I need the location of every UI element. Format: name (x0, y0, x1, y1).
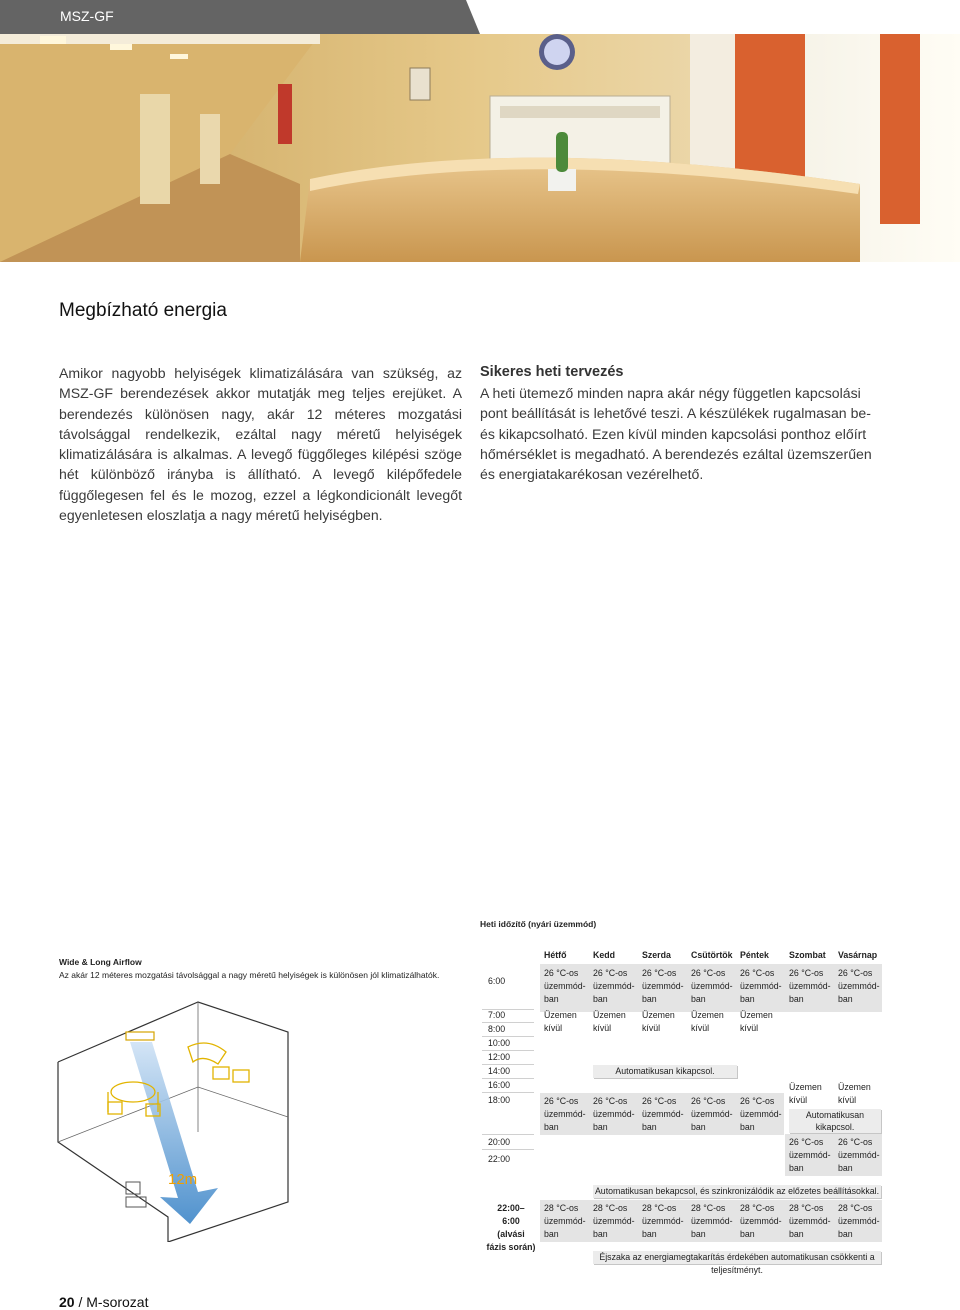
schedule-cell: Üzemen kívül (642, 1010, 675, 1033)
schedule-cell: 28 °C-os üzemmódban (740, 1203, 782, 1239)
time-label: 12:00 (488, 1052, 511, 1062)
schedule-cell: 26 °C-os üzemmódban (642, 968, 684, 1004)
auto-off-note: Automatikusan kikapcsol. (593, 1065, 737, 1078)
schedule-cell: Üzemen kívül (789, 1082, 822, 1105)
figure-title: Wide & Long Airflow (59, 957, 142, 967)
night-note: Éjszaka az energiamegtakarítás érdekében automatikusan csökkenti a teljesítményt. (593, 1251, 881, 1264)
day-header: Hétfő (544, 950, 567, 960)
schedule-cell: 26 °C-os üzemmódban (544, 1096, 586, 1132)
time-label: 8:00 (488, 1024, 506, 1034)
day-header: Szerda (642, 950, 671, 960)
page-footer: 20 / M-sorozat (59, 1294, 149, 1310)
time-label: 6:00 (488, 976, 506, 986)
weekly-timer-table (482, 946, 882, 1275)
schedule-cell: 26 °C-os üzemmódban (642, 1096, 684, 1132)
schedule-cell: 28 °C-os üzemmódban (838, 1203, 880, 1239)
night-time-label: 22:00– 6:00 (alvási fázis során) (486, 1203, 536, 1252)
day-header: Szombat (789, 950, 826, 960)
schedule-cell: Üzemen kívül (838, 1082, 871, 1105)
section-title: Megbízható energia (59, 300, 227, 321)
schedule-cell: 26 °C-os üzemmódban (593, 1096, 635, 1132)
schedule-cell: 28 °C-os üzemmódban (544, 1203, 586, 1239)
schedule-cell: 26 °C-os üzemmódban (691, 968, 733, 1004)
schedule-paragraph: A heti ütemező minden napra akár négy független kapcsolási pont beállítását is lehetővé teszi. A készülékek rugalmasan be- és kikapcsolható. Ezen kívül minden kapcsolási ponthoz előírt hőmérséklet is megadható. A berendezés ezáltal üzemszerűen és energiatakarékosan vezérelhető. (480, 385, 872, 483)
schedule-cell: 28 °C-os üzemmódban (691, 1203, 733, 1239)
intro-paragraph: Amikor nagyobb helyiségek klimatizálására van szükség, az MSZ-GF berendezések akkor mutatják meg teljes erejüket. A berendezés különösen nagy, akár 12 méteres mozgatási távolsággal rendelkezik, ezáltal nagy méretű helyiségek klimatizálására is alkalmas. A levegő függőleges kilépési szöge hét különböző irányba is állítható. A levegő kilépőfedele függőlegesen fel és le mozog, ezzel a légkondicionált levegőt egyenletesen eloszlatja a nagy méretű helyiségben. (59, 365, 462, 524)
schedule-section-title: Sikeres heti tervezés (480, 364, 624, 380)
schedule-cell: Üzemen kívül (544, 1010, 577, 1033)
schedule-cell: 28 °C-os üzemmódban (789, 1203, 831, 1239)
schedule-cell: 26 °C-os üzemmódban (544, 968, 586, 1004)
schedule-cell: 26 °C-os üzemmódban (691, 1096, 733, 1132)
auto-on-note: Automatikusan bekapcsol, és szinkronizálódik az előzetes beállításokkal. (594, 1186, 880, 1196)
day-header: Csütörtök (691, 950, 733, 960)
schedule-cell: 26 °C-os üzemmódban (740, 1096, 782, 1132)
time-label: 18:00 (488, 1095, 511, 1105)
schedule-cell: Üzemen kívül (593, 1010, 626, 1033)
reception-photo (0, 34, 960, 262)
airflow-room-illustration (48, 992, 318, 1242)
schedule-cell: 26 °C-os üzemmódban (838, 968, 880, 1004)
figure-caption: Az akár 12 méteres mozgatási távolsággal a nagy méretű helyiségek is különösen jól klimatizálhatók. (59, 970, 440, 980)
time-label: 7:00 (488, 1010, 506, 1020)
time-label: 10:00 (488, 1038, 511, 1048)
schedule-cell: 28 °C-os üzemmódban (642, 1203, 684, 1239)
weekend-auto-off-note: Automatikusan kikapcsol. (789, 1109, 881, 1133)
time-label: 20:00 (488, 1137, 511, 1147)
time-label: 16:00 (488, 1080, 511, 1090)
distance-label: 12m (168, 1171, 198, 1188)
schedule-cell: 26 °C-os üzemmódban (789, 968, 831, 1004)
schedule-cell: Üzemen kívül (691, 1010, 724, 1033)
schedule-cell: 26 °C-os üzemmódban (740, 968, 782, 1004)
time-label: 22:00 (488, 1154, 511, 1164)
day-header: Péntek (740, 950, 769, 960)
day-header: Vasárnap (838, 950, 878, 960)
series-tab: MSZ-GF (0, 0, 466, 34)
day-header: Kedd (593, 950, 615, 960)
time-label: 14:00 (488, 1066, 511, 1076)
schedule-cell: 28 °C-os üzemmódban (593, 1203, 635, 1239)
schedule-cell: Üzemen kívül (740, 1010, 773, 1033)
schedule-cell: 26 °C-os üzemmódban (789, 1137, 831, 1173)
schedule-title: Heti időzítő (nyári üzemmód) (480, 919, 597, 929)
schedule-cell: 26 °C-os üzemmódban (838, 1137, 880, 1173)
schedule-cell: 26 °C-os üzemmódban (593, 968, 635, 1004)
